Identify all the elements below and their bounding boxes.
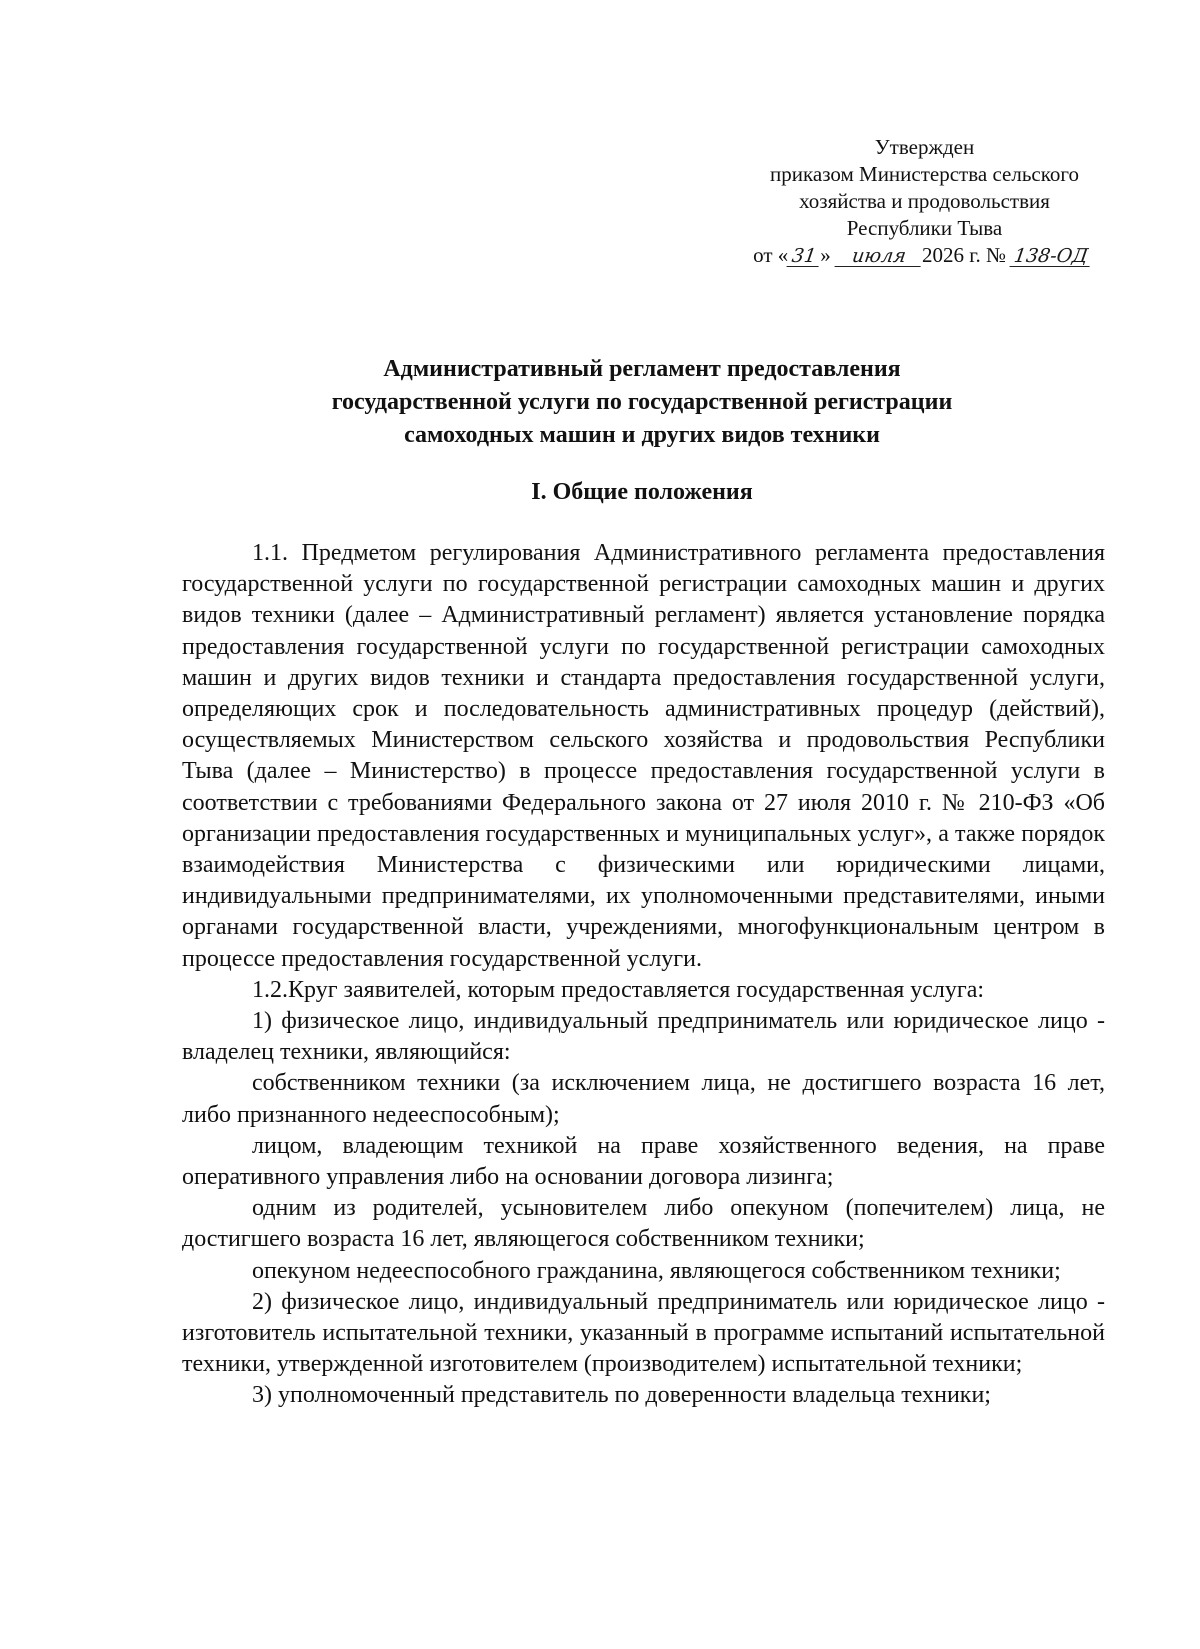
- handwritten-day: 31: [787, 246, 822, 267]
- approval-heading: Утвержден: [874, 135, 975, 159]
- document-title: [182, 353, 1102, 452]
- section-heading: I. Общие положения: [531, 479, 753, 505]
- date-prefix: от «: [753, 243, 789, 267]
- title-line-1: Административный регламент предоставления: [383, 356, 901, 382]
- date-year: 2026 г. №: [922, 243, 1007, 267]
- handwritten-order-number: 138-ОД: [1010, 246, 1093, 267]
- approval-stamp: [752, 134, 1097, 269]
- list-item-1: 1) физическое лицо, индивидуальный предприниматель или юридическое лицо - владелец техники, являющийся:: [182, 1008, 1105, 1066]
- list-item-3: 3) уполномоченный представитель по доверенности владельца техники;: [252, 1382, 991, 1409]
- paragraph-1-1: 1.1. Предметом регулирования Административного регламента предоставления государственной услуги по государственной регистрации самоходных машин и других видов техники (далее – Административный регламент) является установление порядка предоставления государственной услуги по государственной регистрации самоходных машин и других видов техники и стандарта предоставления государственной услуги, определяющих срок и последовательность административных процедур (действий), осуществляемых Министерством сельского хозяйства и продовольствия Республики Тыва (далее – Министерство) в процессе предоставления государственной услуги в соответствии с требованиями Федерального закона от 27 июля 2010 г. № 210-ФЗ «Об организации предоставления государственных и муниципальных услуг», а также порядок взаимодействия Министерства с физическими или юридическими лицами, индивидуальными предпринимателями, их уполномоченными представителями, иными органами государственной власти, учреждениями, многофункциональным центром в процессе предоставления государственной услуги.: [182, 540, 1105, 972]
- list-subitem-possessor: лицом, владеющим техникой на праве хозяйственного ведения, на праве оперативного управления либо на основании договора лизинга;: [182, 1132, 1105, 1191]
- title-line-2: государственной услуги по государственной регистрации: [331, 389, 953, 415]
- paragraph-1-2: 1.2.Круг заявителей, которым предоставляется государственная услуга:: [252, 976, 985, 1003]
- handwritten-month: июля: [835, 246, 924, 267]
- approval-line-ministry-cont: хозяйства и продовольствия: [799, 189, 1050, 213]
- list-subitem-owner: собственником техники (за исключением лица, не достигшего возраста 16 лет, либо признанного недееспособным);: [182, 1070, 1105, 1128]
- approval-line-ministry: приказом Министерства сельского: [770, 162, 1079, 186]
- document-body: [182, 538, 1105, 1412]
- list-item-2: 2) физическое лицо, индивидуальный предприниматель или юридическое лицо - изготовитель испытательной техники, указанный в программе испытаний испытательной техники, утвержденной изготовителем (производителем) испытательной техники;: [182, 1288, 1105, 1378]
- approval-date-line: [752, 242, 1097, 269]
- approval-line-republic: Республики Тыва: [846, 216, 1003, 240]
- list-subitem-parent: одним из родителей, усыновителем либо опекуном (попечителем) лица, не достигшего возраста 16 лет, являющегося собственником техники;: [182, 1195, 1105, 1253]
- list-subitem-guardian: опекуном недееспособного гражданина, являющегося собственником техники;: [252, 1257, 1061, 1284]
- date-quote-close: »: [820, 243, 831, 267]
- title-line-3: самоходных машин и других видов техники: [404, 422, 880, 448]
